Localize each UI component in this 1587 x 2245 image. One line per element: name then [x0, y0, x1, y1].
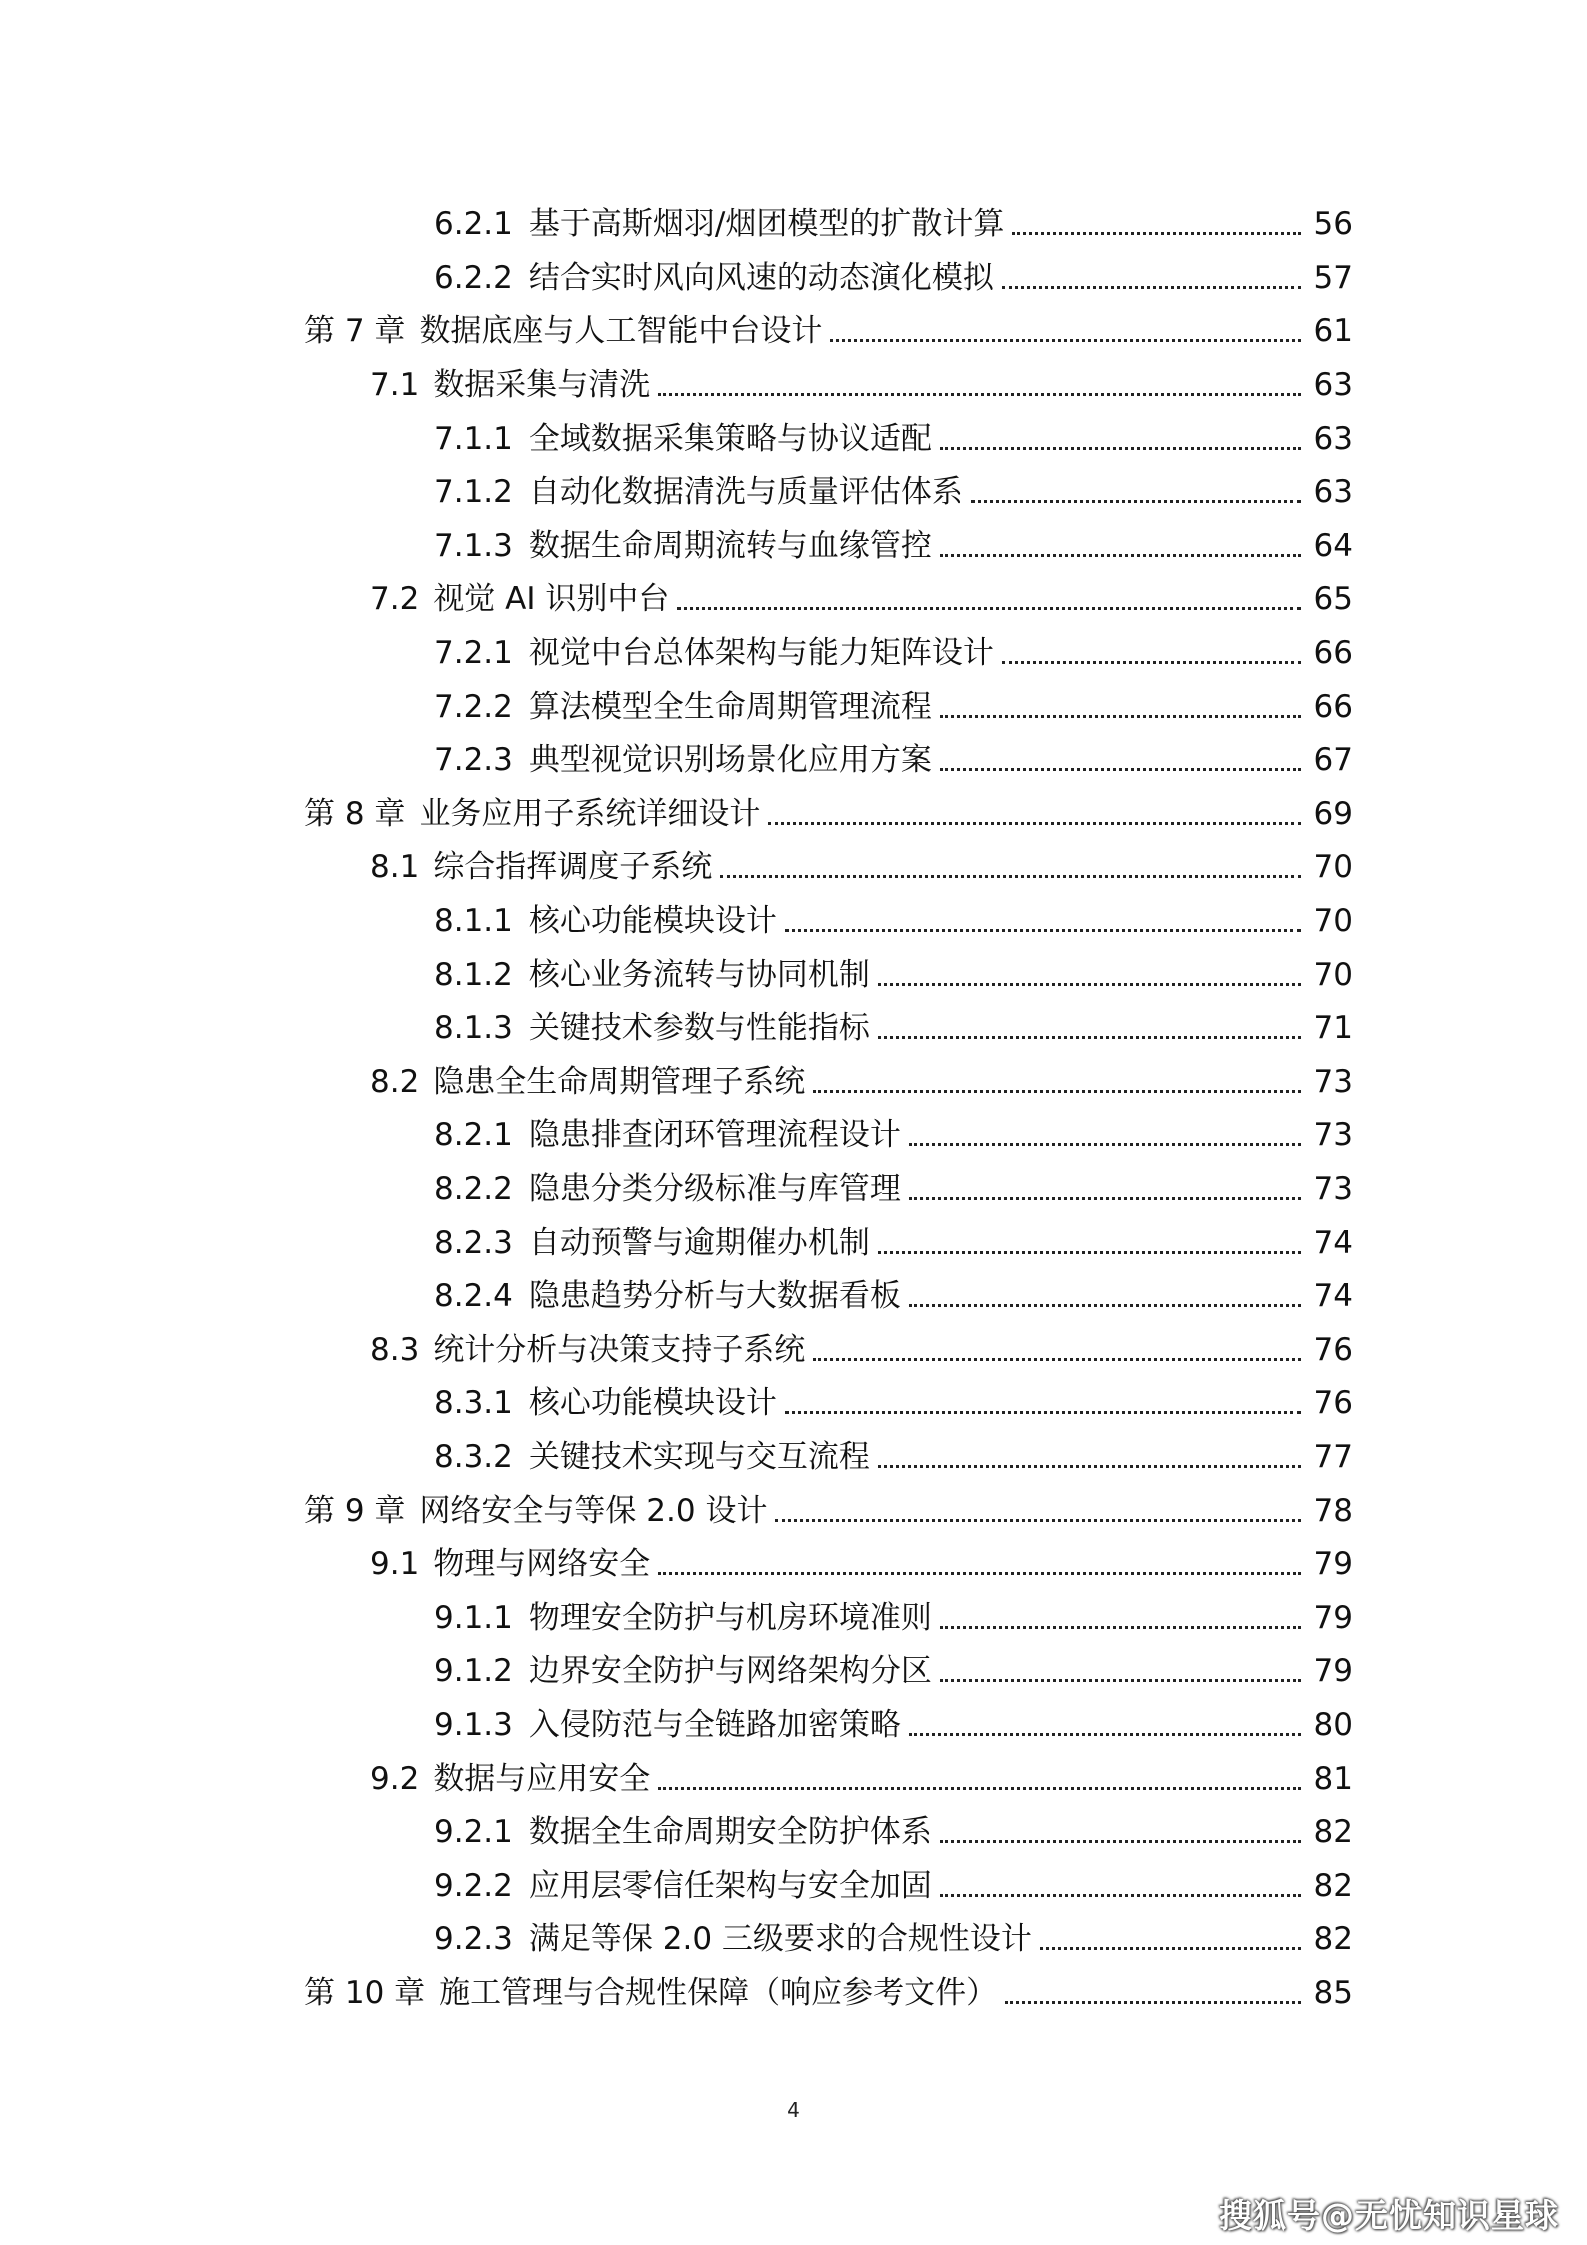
toc-entry[interactable] — [0, 680, 1587, 734]
toc-entry[interactable] — [0, 1323, 1587, 1377]
toc-entry-title: 核心功能模块设计 — [528, 903, 777, 940]
dot-leader — [658, 1787, 1301, 1790]
toc-entry-title: 隐患趋势分析与大数据看板 — [528, 1278, 901, 1315]
toc-entry[interactable] — [0, 627, 1587, 681]
toc-entry[interactable] — [0, 1538, 1587, 1592]
toc-entry-number: 8.2 — [370, 1063, 420, 1100]
toc-entry-number: 9.1.1 — [434, 1599, 513, 1636]
toc-entry[interactable] — [0, 895, 1587, 949]
dot-leader — [940, 1840, 1301, 1843]
toc-entry-page: 70 — [1313, 956, 1353, 993]
toc-entry-page: 73 — [1313, 1063, 1353, 1100]
dot-leader — [909, 1733, 1301, 1736]
toc-entry[interactable] — [0, 1270, 1587, 1324]
toc-entry-number: 7.1.1 — [434, 420, 513, 457]
dot-leader — [677, 607, 1301, 610]
toc-entry[interactable] — [0, 788, 1587, 842]
toc-entry-page: 63 — [1313, 474, 1353, 511]
toc-entry-number: 9.1.2 — [434, 1653, 513, 1690]
toc-entry-page: 61 — [1313, 313, 1353, 350]
toc-entry[interactable] — [0, 359, 1587, 413]
toc-entry-title: 自动预警与逾期催办机制 — [528, 1224, 870, 1261]
toc-entry-page: 66 — [1313, 635, 1353, 672]
toc-entry-number: 7.2.3 — [434, 742, 513, 779]
toc-entry-page: 69 — [1313, 795, 1353, 832]
dot-leader — [1040, 1947, 1301, 1950]
toc-entry-title: 基于高斯烟羽/烟团模型的扩散计算 — [528, 206, 1005, 243]
table-of-contents — [0, 198, 1587, 2020]
toc-entry-title: 结合实时风向风速的动态演化模拟 — [528, 259, 994, 296]
toc-entry-title: 数据采集与清洗 — [433, 367, 651, 404]
dot-leader — [1002, 661, 1301, 664]
toc-entry[interactable] — [0, 305, 1587, 359]
toc-entry-number: 8.1.3 — [434, 1010, 513, 1047]
toc-entry-page: 67 — [1313, 742, 1353, 779]
watermark: 搜狐号@无忧知识星球 — [1219, 2196, 1559, 2235]
dot-leader — [720, 875, 1301, 878]
toc-entry-number: 7.1.2 — [434, 474, 513, 511]
toc-entry-title: 关键技术实现与交互流程 — [528, 1438, 870, 1475]
toc-entry[interactable] — [0, 1967, 1587, 2021]
toc-entry[interactable] — [0, 466, 1587, 520]
toc-entry-title: 网络安全与等保 2.0 设计 — [419, 1492, 768, 1529]
toc-entry[interactable] — [0, 1859, 1587, 1913]
dot-leader — [1005, 2001, 1301, 2004]
toc-entry-page: 79 — [1313, 1546, 1353, 1583]
toc-entry[interactable] — [0, 1806, 1587, 1860]
dot-leader — [830, 339, 1301, 342]
toc-entry-page: 66 — [1313, 688, 1353, 725]
toc-entry-number: 8.2.3 — [434, 1224, 513, 1261]
toc-entry-page: 63 — [1313, 367, 1353, 404]
toc-entry[interactable] — [0, 252, 1587, 306]
dot-leader — [909, 1304, 1301, 1307]
toc-entry-page: 74 — [1313, 1278, 1353, 1315]
toc-entry-page: 56 — [1313, 206, 1353, 243]
toc-entry-number: 9.2 — [370, 1760, 420, 1797]
dot-leader — [878, 1251, 1301, 1254]
toc-entry-page: 82 — [1313, 1867, 1353, 1904]
toc-entry-number: 6.2.1 — [434, 206, 513, 243]
toc-entry-page: 82 — [1313, 1921, 1353, 1958]
toc-entry-page: 74 — [1313, 1224, 1353, 1261]
toc-entry-page: 73 — [1313, 1170, 1353, 1207]
toc-entry-page: 80 — [1313, 1706, 1353, 1743]
toc-entry-page: 79 — [1313, 1599, 1353, 1636]
dot-leader — [1012, 232, 1301, 235]
toc-entry-title: 入侵防范与全链路加密策略 — [528, 1706, 901, 1743]
dot-leader — [909, 1143, 1301, 1146]
toc-entry-title: 统计分析与决策支持子系统 — [433, 1331, 806, 1368]
toc-entry[interactable] — [0, 1752, 1587, 1806]
toc-entry-page: 76 — [1313, 1385, 1353, 1422]
toc-entry-page: 77 — [1313, 1438, 1353, 1475]
toc-entry-number: 第 8 章 — [304, 795, 406, 832]
toc-entry[interactable] — [0, 1645, 1587, 1699]
toc-entry[interactable] — [0, 841, 1587, 895]
toc-entry[interactable] — [0, 1431, 1587, 1485]
toc-entry-title: 物理与网络安全 — [433, 1546, 651, 1583]
toc-entry-title: 隐患分类分级标准与库管理 — [528, 1170, 901, 1207]
toc-entry-page: 64 — [1313, 527, 1353, 564]
dot-leader — [878, 1465, 1301, 1468]
toc-entry-number: 8.3 — [370, 1331, 420, 1368]
dot-leader — [775, 1519, 1301, 1522]
toc-entry[interactable] — [0, 1163, 1587, 1217]
toc-entry-title: 应用层零信任架构与安全加固 — [528, 1867, 932, 1904]
toc-entry-title: 数据与应用安全 — [433, 1760, 651, 1797]
toc-entry-title: 数据全生命周期安全防护体系 — [528, 1814, 932, 1851]
toc-entry[interactable] — [0, 1216, 1587, 1270]
toc-entry[interactable] — [0, 948, 1587, 1002]
toc-entry-number: 7.2.1 — [434, 635, 513, 672]
toc-entry-number: 7.2 — [370, 581, 420, 618]
dot-leader — [813, 1358, 1301, 1361]
toc-entry-title: 数据底座与人工智能中台设计 — [419, 313, 823, 350]
toc-entry[interactable] — [0, 1591, 1587, 1645]
toc-entry-title: 数据生命周期流转与血缘管控 — [528, 527, 932, 564]
toc-entry-number: 8.1 — [370, 849, 420, 886]
toc-entry[interactable] — [0, 1699, 1587, 1753]
toc-entry-title: 业务应用子系统详细设计 — [419, 795, 761, 832]
toc-entry-title: 关键技术参数与性能指标 — [528, 1010, 870, 1047]
toc-entry-number: 9.2.2 — [434, 1867, 513, 1904]
toc-entry-title: 核心功能模块设计 — [528, 1385, 777, 1422]
toc-entry-page: 65 — [1313, 581, 1353, 618]
toc-entry-page: 57 — [1313, 259, 1353, 296]
dot-leader — [658, 393, 1301, 396]
toc-entry-number: 9.1.3 — [434, 1706, 513, 1743]
dot-leader — [658, 1572, 1301, 1575]
toc-entry-title: 视觉 AI 识别中台 — [433, 581, 670, 618]
toc-entry[interactable] — [0, 734, 1587, 788]
toc-entry-title: 满足等保 2.0 三级要求的合规性设计 — [528, 1921, 1032, 1958]
toc-entry-title: 算法模型全生命周期管理流程 — [528, 688, 932, 725]
toc-entry-title: 核心业务流转与协同机制 — [528, 956, 870, 993]
toc-entry-number: 8.3.1 — [434, 1385, 513, 1422]
toc-entry-title: 典型视觉识别场景化应用方案 — [528, 742, 932, 779]
toc-entry-page: 81 — [1313, 1760, 1353, 1797]
toc-entry[interactable] — [0, 1484, 1587, 1538]
toc-entry-number: 8.1.1 — [434, 903, 513, 940]
toc-entry-number: 8.2.2 — [434, 1170, 513, 1207]
toc-entry-title: 隐患全生命周期管理子系统 — [433, 1063, 806, 1100]
toc-entry-page: 76 — [1313, 1331, 1353, 1368]
dot-leader — [940, 447, 1301, 450]
toc-entry-number: 7.1 — [370, 367, 420, 404]
dot-leader — [813, 1090, 1301, 1093]
toc-entry-number: 8.1.2 — [434, 956, 513, 993]
dot-leader — [940, 554, 1301, 557]
toc-entry-number: 6.2.2 — [434, 259, 513, 296]
dot-leader — [1002, 286, 1301, 289]
dot-leader — [768, 822, 1301, 825]
toc-entry[interactable] — [0, 1109, 1587, 1163]
toc-entry-title: 隐患排查闭环管理流程设计 — [528, 1117, 901, 1154]
toc-entry-page: 71 — [1313, 1010, 1353, 1047]
dot-leader — [909, 1197, 1301, 1200]
toc-entry[interactable] — [0, 198, 1587, 252]
toc-entry-number: 第 9 章 — [304, 1492, 406, 1529]
toc-entry-number: 7.2.2 — [434, 688, 513, 725]
toc-entry-number: 第 10 章 — [304, 1974, 426, 2011]
toc-entry-page: 70 — [1313, 849, 1353, 886]
toc-entry[interactable] — [0, 1056, 1587, 1110]
toc-entry[interactable] — [0, 1377, 1587, 1431]
toc-entry-number: 9.1 — [370, 1546, 420, 1583]
toc-entry-page: 85 — [1313, 1974, 1353, 2011]
dot-leader — [940, 715, 1301, 718]
dot-leader — [940, 1626, 1301, 1629]
toc-entry-page: 63 — [1313, 420, 1353, 457]
toc-entry-page: 73 — [1313, 1117, 1353, 1154]
toc-entry[interactable] — [0, 573, 1587, 627]
dot-leader — [940, 768, 1301, 771]
toc-entry-page: 82 — [1313, 1814, 1353, 1851]
toc-entry-number: 第 7 章 — [304, 313, 406, 350]
toc-entry-title: 边界安全防护与网络架构分区 — [528, 1653, 932, 1690]
toc-entry-number: 9.2.3 — [434, 1921, 513, 1958]
toc-entry-number: 9.2.1 — [434, 1814, 513, 1851]
toc-entry-title: 自动化数据清洗与质量评估体系 — [528, 474, 963, 511]
toc-entry-title: 视觉中台总体架构与能力矩阵设计 — [528, 635, 994, 672]
toc-entry-title: 物理安全防护与机房环境准则 — [528, 1599, 932, 1636]
dot-leader — [785, 1411, 1301, 1414]
dot-leader — [785, 929, 1301, 932]
dot-leader — [878, 1036, 1301, 1039]
toc-entry-page: 70 — [1313, 903, 1353, 940]
toc-entry-number: 8.2.4 — [434, 1278, 513, 1315]
toc-entry-number: 8.3.2 — [434, 1438, 513, 1475]
toc-entry-title: 施工管理与合规性保障（响应参考文件） — [439, 1974, 998, 2011]
dot-leader — [940, 1679, 1301, 1682]
toc-entry-title: 全域数据采集策略与协议适配 — [528, 420, 932, 457]
toc-entry[interactable] — [0, 412, 1587, 466]
page-number: 4 — [787, 2098, 800, 2122]
toc-entry-number: 8.2.1 — [434, 1117, 513, 1154]
toc-entry[interactable] — [0, 1002, 1587, 1056]
toc-entry[interactable] — [0, 520, 1587, 574]
toc-entry-page: 78 — [1313, 1492, 1353, 1529]
toc-entry-page: 79 — [1313, 1653, 1353, 1690]
toc-entry-title: 综合指挥调度子系统 — [433, 849, 713, 886]
dot-leader — [971, 500, 1301, 503]
dot-leader — [878, 983, 1301, 986]
toc-entry[interactable] — [0, 1913, 1587, 1967]
toc-entry-number: 7.1.3 — [434, 527, 513, 564]
dot-leader — [940, 1894, 1301, 1897]
